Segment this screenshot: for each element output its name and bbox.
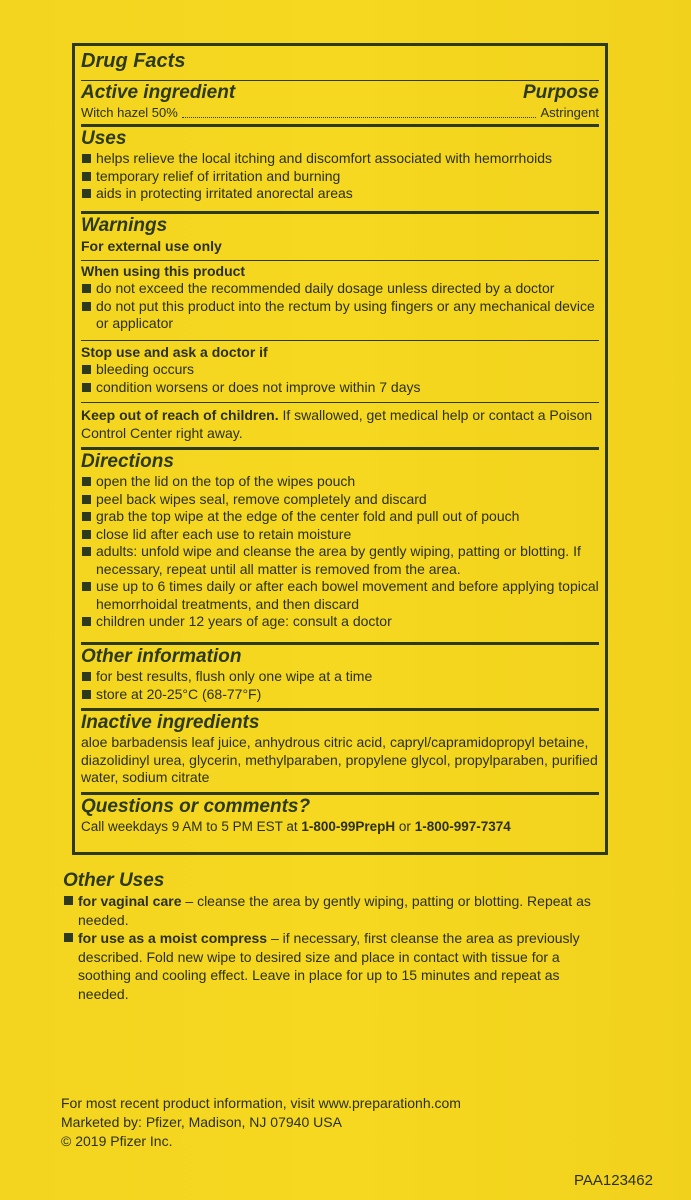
footer-line: Marketed by: Pfizer, Madison, NJ 07940 USA xyxy=(61,1114,342,1130)
list-item: adults: unfold wipe and cleanse the area by gently wiping, patting or blotting. If necessary, repeat until all matter is removed from the area. xyxy=(81,543,599,578)
drug-facts-title: Drug Facts xyxy=(81,50,186,72)
inactive-ingredients-section xyxy=(81,708,599,787)
uses-list xyxy=(81,150,599,203)
list-item: bleeding occurs xyxy=(81,361,599,379)
footer xyxy=(61,1094,461,1151)
uses-header: Uses xyxy=(81,128,127,149)
list-item: use up to 6 times daily or after each bowel movement and before applying topical hemorrhoidal treatments, and then discard xyxy=(81,578,599,613)
when-using-list xyxy=(81,280,599,333)
warnings-section xyxy=(81,211,599,255)
purpose: Astringent xyxy=(540,105,599,120)
other-use-bold: for vaginal care xyxy=(78,893,182,909)
divider xyxy=(81,80,599,81)
list-item: do not exceed the recommended daily dosage unless directed by a doctor xyxy=(81,280,599,298)
keep-out-text: If swallowed, get medical help or contact a Poison Control Center right away. xyxy=(81,407,593,441)
divider xyxy=(81,260,599,261)
purpose-header: Purpose xyxy=(522,82,599,103)
list-item: for best results, flush only one wipe at a time xyxy=(81,668,599,686)
other-uses-section xyxy=(63,870,603,1003)
divider xyxy=(81,402,599,403)
list-item: grab the top wipe at the edge of the center fold and pull out of pouch xyxy=(81,508,599,526)
list-item: helps relieve the local itching and discomfort associated with hemorrhoids xyxy=(81,150,599,168)
product-code: PAA123462 xyxy=(574,1172,653,1189)
active-ingredient-header: Active ingredient xyxy=(81,82,236,103)
other-information-header: Other information xyxy=(81,646,242,667)
divider xyxy=(81,340,599,341)
directions-section xyxy=(81,447,599,631)
other-uses-list xyxy=(63,892,603,1003)
other-use-text: – cleanse the area by gently wiping, patting or blotting. Repeat as needed. xyxy=(78,893,591,928)
stop-use-list xyxy=(81,361,599,396)
questions-prefix: Call weekdays 9 AM to 5 PM EST at xyxy=(81,819,302,834)
questions-text xyxy=(81,818,599,836)
stop-use-header: Stop use and ask a doctor if xyxy=(81,344,268,360)
list-item: children under 12 years of age: consult a doctor xyxy=(81,613,599,631)
directions-header: Directions xyxy=(81,451,174,472)
questions-header: Questions or comments? xyxy=(81,796,311,817)
other-information-section xyxy=(81,642,599,703)
footer-line: For most recent product information, visit www.preparationh.com xyxy=(61,1095,461,1111)
keep-out-bold: Keep out of reach of children. xyxy=(81,407,279,423)
active-ingredient-section xyxy=(81,82,599,122)
footer-line: © 2019 Pfizer Inc. xyxy=(61,1133,173,1149)
list-item xyxy=(63,929,603,1003)
list-item: do not put this product into the rectum by using fingers or any mechanical device or applicator xyxy=(81,298,599,333)
questions-or: or xyxy=(395,819,415,834)
list-item: condition worsens or does not improve within 7 days xyxy=(81,379,599,397)
phone-1: 1-800-99PrepH xyxy=(301,819,396,834)
list-item: store at 20-25°C (68-77°F) xyxy=(81,686,599,704)
other-use-text: – if necessary, first cleanse the area as previously described. Fold new wipe to desired size and place in contact with tissue for a soothing and cooling effect. Leave in place for up to 15 minutes and repeat as needed. xyxy=(78,930,580,1002)
active-ingredient: Witch hazel 50% xyxy=(81,105,178,120)
phone-2: 1-800-997-7374 xyxy=(414,819,511,834)
drug-facts-panel xyxy=(72,43,608,855)
questions-section xyxy=(81,792,599,836)
uses-section xyxy=(81,124,599,203)
warnings-header: Warnings xyxy=(81,215,168,236)
inactive-ingredients-text: aloe barbadensis leaf juice, anhydrous citric acid, capryl/capramidopropyl betaine, diazolidinyl urea, glycerin, methylparaben, propylene glycol, propylparaben, purified water, sodium citrate xyxy=(81,734,598,785)
other-use-bold: for use as a moist compress xyxy=(78,930,268,946)
list-item: temporary relief of irritation and burning xyxy=(81,168,599,186)
other-information-list xyxy=(81,668,599,703)
when-using-header: When using this product xyxy=(81,263,246,279)
other-uses-header: Other Uses xyxy=(63,870,165,891)
dot-leader xyxy=(182,117,537,118)
directions-list xyxy=(81,473,599,631)
list-item xyxy=(63,892,603,929)
list-item: open the lid on the top of the wipes pouch xyxy=(81,473,599,491)
drug-facts-header xyxy=(81,50,599,72)
when-using-section xyxy=(81,262,599,333)
list-item: aids in protecting irritated anorectal areas xyxy=(81,185,599,203)
stop-use-section xyxy=(81,343,599,396)
external-use: For external use only xyxy=(81,238,222,254)
list-item: close lid after each use to retain moisture xyxy=(81,526,599,544)
inactive-ingredients-header: Inactive ingredients xyxy=(81,712,260,733)
keep-out-section xyxy=(81,406,599,442)
list-item: peel back wipes seal, remove completely and discard xyxy=(81,491,599,509)
